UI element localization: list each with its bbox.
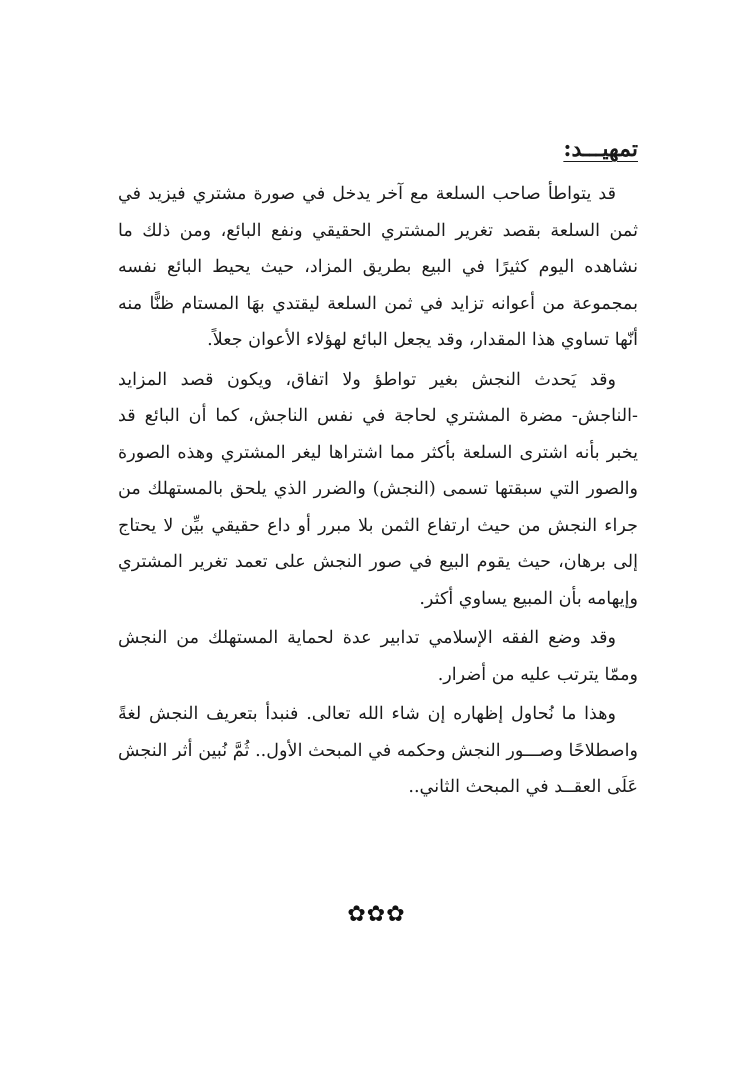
section-end-ornament-icon: ✿✿✿ — [347, 902, 406, 927]
paragraph: وقد وضع الفقه الإسلامي تدابير عدة لحماية المستهلك من النجش وممّا يترتب عليه من أضرار. — [118, 628, 638, 685]
paragraph: قد يتواطأ صاحب السلعة مع آخر يدخل في صورة مشتري فيزيد في ثمن السلعة بقصد تغرير المشتري الحقيقي ونفع البائع، ومن ذلك ما نشاهده اليوم كثيرًا في البيع بطريق المزاد، حيث يحيط البائع نفسه بمجموعة من أعوانه تزايد في ثمن السلعة ليقتدي بهَا المستام ظنًّا منه أنّها تساوي هذا المقدار، وقد يجعل البائع لهؤلاء الأعوان جعلاً. — [118, 184, 638, 350]
page-content — [118, 134, 638, 806]
section-heading: تمهيـــد: — [563, 136, 638, 162]
paragraph: وهذا ما نُحاول إظهاره إن شاء الله تعالى. فنبدأ بتعريف النجش لغةً واصطلاحًا وصـــور النجش وحكمه في المبحث الأول.. ثُمَّ نُبين أثر النجش عَلَى العقــد في المبحث الثاني.. — [118, 704, 638, 797]
paragraph: وقد يَحدث النجش بغير تواطؤ ولا اتفاق، ويكون قصد المزايد -الناجش- مضرة المشتري لحاجة في نفس الناجش، كما أن البائع قد يخبر بأنه اشترى السلعة بأكثر مما اشتراها ليغر المشتري وهذه الصورة والصور التي سبقتها تسمى (النجش) والضرر الذي يلحق بالمستهلك من جراء النجش من حيث ارتفاع الثمن بلا مبرر أو داع حقيقي بيِّن لا يحتاج إلى برهان، حيث يقوم البيع في صور النجش على تعمد تغرير المشتري وإيهامه بأن المبيع يساوي أكثر. — [118, 369, 638, 609]
